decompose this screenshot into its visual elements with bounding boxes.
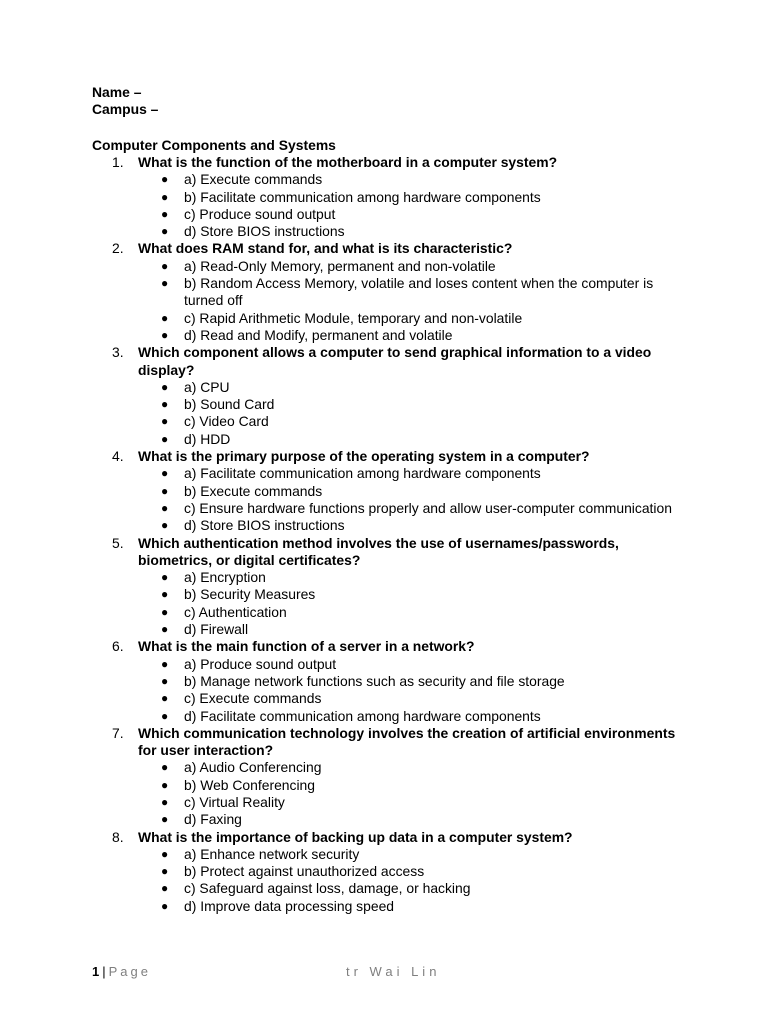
answer-option <box>138 465 692 482</box>
question-text: What does RAM stand for, and what is its characteristic? <box>138 240 513 257</box>
bullet-icon: ● <box>161 570 169 585</box>
question-number: 8. <box>112 828 124 845</box>
footer-author: tr Wai Lin <box>346 964 441 979</box>
answer-option <box>138 500 692 517</box>
bullet-icon: ● <box>161 673 169 688</box>
answer-option <box>138 811 692 828</box>
question-item <box>92 240 692 344</box>
answer-option <box>138 621 692 638</box>
option-text: d) Facilitate communication among hardware components <box>184 707 541 724</box>
answer-option <box>138 880 692 897</box>
answer-option <box>138 483 692 500</box>
bullet-icon: ● <box>161 656 169 671</box>
answer-option <box>138 759 692 776</box>
section-title: Computer Components and Systems <box>92 137 336 153</box>
question-item <box>92 725 692 829</box>
student-info-header <box>92 84 158 119</box>
answer-option <box>138 171 692 188</box>
option-text: a) Read-Only Memory, permanent and non-volatile <box>184 257 496 274</box>
option-list <box>138 759 692 828</box>
option-text: b) Protect against unauthorized access <box>184 863 425 880</box>
question-text: Which communication technology involves the creation of artificial environments for user interaction? <box>138 724 676 759</box>
campus-label: Campus – <box>92 101 159 118</box>
question-number: 2. <box>112 240 124 257</box>
bullet-icon: ● <box>161 587 169 602</box>
bullet-icon: ● <box>161 881 169 896</box>
option-text: d) Read and Modify, permanent and volatile <box>184 326 453 343</box>
bullet-icon: ● <box>161 397 169 412</box>
option-text: a) Encryption <box>184 569 266 586</box>
option-list <box>138 171 692 240</box>
bullet-icon: ● <box>161 708 169 723</box>
bullet-icon: ● <box>161 691 169 706</box>
answer-option <box>138 517 692 534</box>
question-item <box>92 344 692 448</box>
answer-option <box>138 327 692 344</box>
option-text: b) Sound Card <box>184 396 275 413</box>
question-number: 6. <box>112 638 124 655</box>
page-footer <box>92 963 692 983</box>
answer-option <box>138 413 692 430</box>
answer-option <box>138 846 692 863</box>
answer-option <box>138 206 692 223</box>
answer-option <box>138 690 692 707</box>
bullet-icon: ● <box>161 760 169 775</box>
question-text: Which component allows a computer to send graphical information to a video display? <box>138 344 652 378</box>
page-number: 1 <box>92 964 100 979</box>
option-text: a) CPU <box>184 378 230 395</box>
question-text: Which authentication method involves the use of usernames/passwords, biometrics, or digital certificates? <box>138 534 619 568</box>
question-number: 7. <box>112 724 124 741</box>
bullet-icon: ● <box>161 431 169 446</box>
option-text: b) Security Measures <box>184 586 316 603</box>
name-label: Name – <box>92 84 142 100</box>
bullet-icon: ● <box>161 518 169 533</box>
answer-option <box>138 604 692 621</box>
question-number: 5. <box>112 534 124 551</box>
bullet-icon: ● <box>161 276 169 291</box>
bullet-icon: ● <box>161 414 169 429</box>
question-item <box>92 448 692 534</box>
answer-option <box>138 258 692 275</box>
answer-option <box>138 396 692 413</box>
option-text: b) Web Conferencing <box>184 776 316 793</box>
bullet-icon: ● <box>161 622 169 637</box>
question-item <box>92 638 692 724</box>
bullet-icon: ● <box>161 604 169 619</box>
option-text: c) Safeguard against loss, damage, or hacking <box>184 880 471 897</box>
option-list <box>138 846 692 915</box>
option-text: c) Ensure hardware functions properly and allow user-computer communication <box>184 499 672 516</box>
page-number-block <box>92 963 151 980</box>
option-text: a) Execute commands <box>184 171 323 188</box>
option-text: c) Produce sound output <box>184 205 336 222</box>
answer-option <box>138 431 692 448</box>
option-text: a) Facilitate communication among hardware components <box>184 465 541 482</box>
bullet-icon: ● <box>161 898 169 913</box>
answer-option <box>138 708 692 725</box>
option-list <box>138 656 692 725</box>
question-item <box>92 829 692 915</box>
bullet-icon: ● <box>161 483 169 498</box>
option-text: c) Authentication <box>184 603 287 620</box>
bullet-icon: ● <box>161 794 169 809</box>
bullet-icon: ● <box>161 172 169 187</box>
question-text: What is the importance of backing up data in a computer system? <box>138 828 573 845</box>
option-list <box>138 379 692 448</box>
answer-option <box>138 777 692 794</box>
option-text: d) Firewall <box>184 621 249 638</box>
option-text: d) Store BIOS instructions <box>184 223 345 240</box>
option-text: c) Virtual Reality <box>184 793 285 810</box>
answer-option <box>138 310 692 327</box>
question-list <box>92 154 692 915</box>
answer-option <box>138 794 692 811</box>
answer-option <box>138 586 692 603</box>
option-text: d) Improve data processing speed <box>184 897 395 914</box>
page-label: Page <box>108 964 151 979</box>
bullet-icon: ● <box>161 846 169 861</box>
option-text: c) Video Card <box>184 413 269 430</box>
option-list <box>138 465 692 534</box>
answer-option <box>138 863 692 880</box>
option-text: b) Manage network functions such as security and file storage <box>184 672 565 689</box>
bullet-icon: ● <box>161 310 169 325</box>
option-text: a) Produce sound output <box>184 655 337 672</box>
option-text: d) Faxing <box>184 811 242 828</box>
bullet-icon: ● <box>161 777 169 792</box>
option-text: b) Execute commands <box>184 482 323 499</box>
option-text: a) Enhance network security <box>184 845 360 862</box>
answer-option <box>138 379 692 396</box>
question-item <box>92 154 692 240</box>
bullet-icon: ● <box>161 258 169 273</box>
bullet-icon: ● <box>161 206 169 221</box>
bullet-icon: ● <box>161 864 169 879</box>
bullet-icon: ● <box>161 466 169 481</box>
answer-option <box>138 898 692 915</box>
question-text: What is the primary purpose of the operating system in a computer? <box>138 448 590 465</box>
option-text: c) Rapid Arithmetic Module, temporary and non-volatile <box>184 309 523 326</box>
answer-option <box>138 275 692 310</box>
bullet-icon: ● <box>161 224 169 239</box>
question-text: What is the main function of a server in a network? <box>138 638 475 655</box>
answer-option <box>138 673 692 690</box>
answer-option <box>138 223 692 240</box>
page-separator: | <box>102 964 106 979</box>
answer-option <box>138 189 692 206</box>
option-list <box>138 569 692 638</box>
question-number: 3. <box>112 344 124 361</box>
bullet-icon: ● <box>161 189 169 204</box>
question-item <box>92 535 692 639</box>
bullet-icon: ● <box>161 327 169 342</box>
question-number: 4. <box>112 448 124 465</box>
option-text: c) Execute commands <box>184 690 322 707</box>
option-text: a) Audio Conferencing <box>184 759 322 776</box>
option-text: d) Store BIOS instructions <box>184 517 345 534</box>
bullet-icon: ● <box>161 812 169 827</box>
answer-option <box>138 569 692 586</box>
question-text: What is the function of the motherboard in a computer system? <box>138 154 558 170</box>
answer-option <box>138 656 692 673</box>
question-number: 1. <box>112 154 124 170</box>
option-text: b) Facilitate communication among hardware components <box>184 188 541 205</box>
bullet-icon: ● <box>161 500 169 515</box>
bullet-icon: ● <box>161 379 169 394</box>
option-list <box>138 258 692 344</box>
option-text: d) HDD <box>184 430 231 447</box>
option-text: b) Random Access Memory, volatile and loses content when the computer is turned off <box>184 275 654 309</box>
